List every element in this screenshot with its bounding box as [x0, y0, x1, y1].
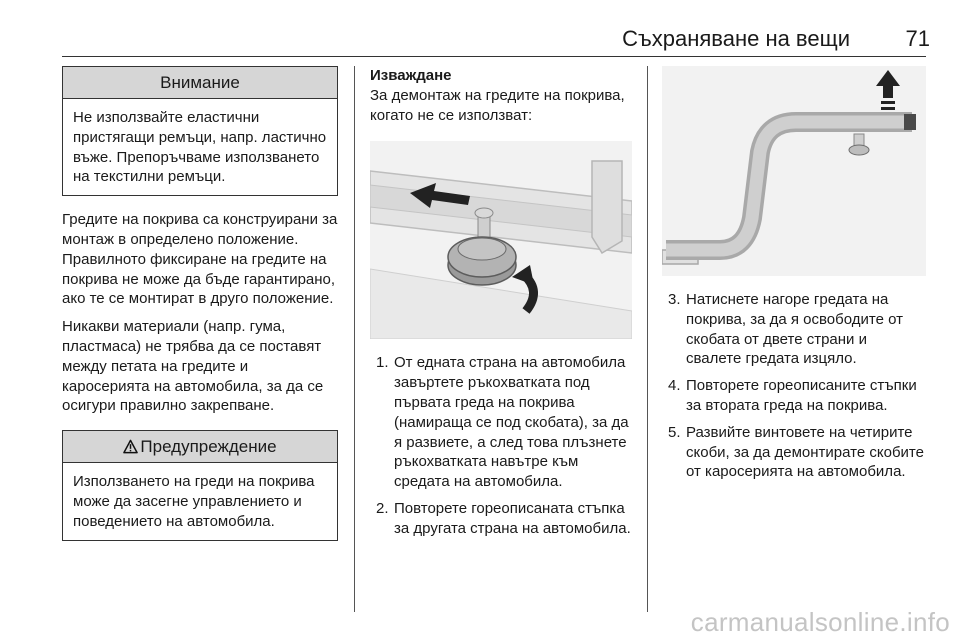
list-item [662, 423, 926, 482]
removal-steps-list [370, 353, 632, 538]
figure-handle-unscrew [370, 141, 632, 339]
list-item [370, 353, 632, 492]
paragraph-mounting: Гредите на покрива са конструирани за монтаж в определено положение. Правилното фиксиране на гредите на покрива не може да бъде гарантирано, ако те се монтират в друго положение. [62, 211, 338, 308]
warning-triangle-icon [123, 439, 138, 454]
column-2 [370, 66, 632, 546]
step-text: Натиснете нагоре гредата на покрива, за да я освободите от скобата от двете страни и свалете гредата изцяло. [686, 291, 903, 368]
warning-heading: Предупреждение [140, 437, 277, 457]
step-text: От едната страна на автомобила завъртете ръкохватката под първата греда на покрива (намираща се под скобата), за да я развиете, а след това плъзнете ръкохватката навътре към средата на автомобила. [394, 354, 629, 491]
step-number: 1. [376, 354, 389, 372]
column-divider-1 [354, 66, 355, 612]
list-item [662, 290, 926, 369]
step-number: 3. [668, 291, 681, 308]
column-divider-2 [647, 66, 648, 612]
figure-bar-lift [662, 66, 926, 276]
notice-heading: Внимание [63, 67, 337, 99]
warning-box [62, 430, 338, 540]
removal-intro: За демонтаж на гредите на покрива, когато не се използват: [370, 86, 625, 124]
column-1 [62, 66, 338, 555]
paragraph-materials: Никакви материали (напр. гума, пластмаса) не трябва да се поставят между петата на гредите и каросерията на автомобила, за да се осигури правилно закрепване. [62, 318, 324, 415]
list-item [370, 499, 632, 539]
page-number: 71 [905, 26, 930, 51]
step-text: Повторете гореописаната стъпка за другата страна на автомобила. [394, 499, 631, 537]
notice-box [62, 66, 338, 196]
section-heading-removal: Изваждане [370, 67, 452, 84]
notice-body: Не използвайте еластични пристягащи ремъци, напр. ластично въже. Препоръчваме използването на текстилни ремъци. [73, 109, 327, 186]
header-divider [62, 56, 926, 57]
list-item [662, 376, 926, 416]
watermark: carmanualsonline.info [690, 607, 950, 637]
warning-body: Използването на греди на покрива може да засегне управлението и поведението на автомобила. [73, 473, 315, 530]
page-header-title: Съхраняване на вещи [622, 26, 850, 51]
step-text: Повторете гореописаните стъпки за втората греда на покрива. [686, 377, 917, 414]
warning-heading-row [63, 431, 337, 463]
step-number: 5. [668, 423, 681, 441]
step-number: 2. [376, 499, 389, 517]
step-number: 4. [668, 377, 681, 395]
removal-steps-list-continued [662, 290, 926, 482]
step-text: Развийте винтовете на четирите скоби, за да демонтирате скобите от каросерията на автомобила. [686, 423, 924, 481]
column-3 [662, 66, 926, 489]
